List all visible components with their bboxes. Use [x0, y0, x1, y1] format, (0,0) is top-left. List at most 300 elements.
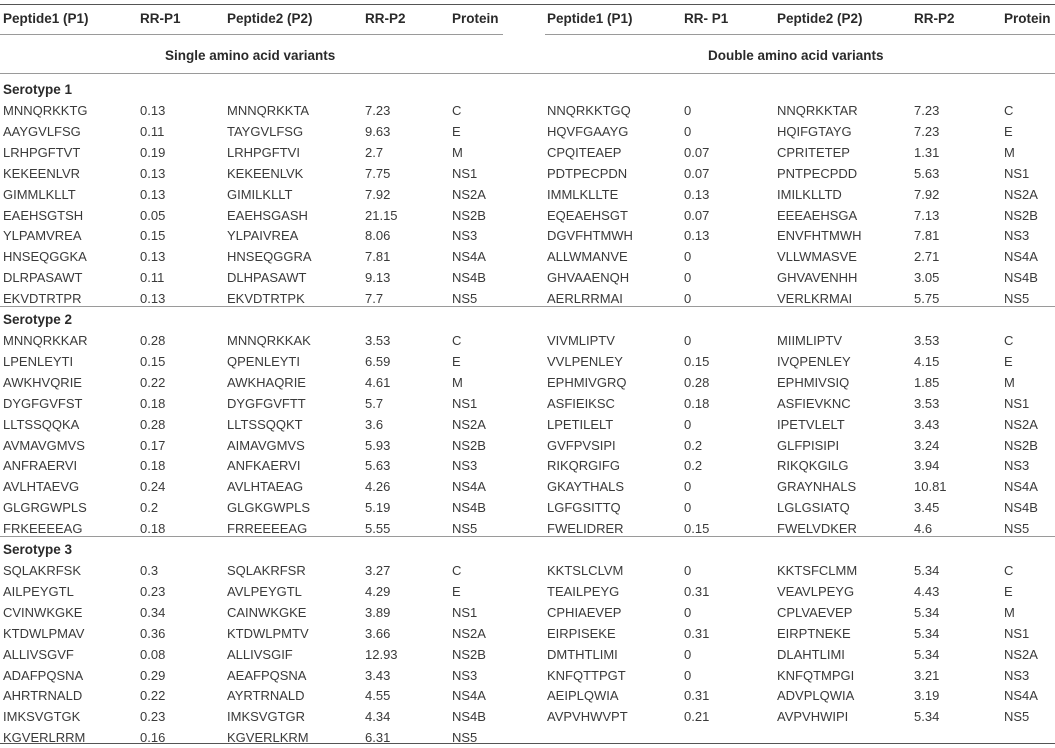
cell-right-protein: NS1 — [1004, 396, 1030, 411]
cell-right-protein: M — [1004, 375, 1015, 390]
cell-right-protein: NS5 — [1004, 291, 1030, 306]
cell-left-peptide2: KEKEENLVK — [227, 166, 304, 181]
cell-right-peptide2: KNFQTMPGI — [777, 668, 855, 683]
cell-left-peptide2: AVLPEYGTL — [227, 584, 302, 599]
cell-right-rr-p2: 3.05 — [914, 270, 940, 285]
cell-right-peptide2: EPHMIVSIQ — [777, 375, 850, 390]
cell-right-protein: NS4A — [1004, 688, 1038, 703]
cell-left-protein: NS4B — [452, 270, 486, 285]
cell-right-rr-p1: 0.31 — [684, 626, 710, 641]
cell-left-rr-p2: 4.55 — [365, 688, 391, 703]
cell-right-rr-p2: 10.81 — [914, 479, 947, 494]
cell-left-protein: NS1 — [452, 166, 478, 181]
cell-left-peptide1: YLPAMVREA — [3, 228, 82, 243]
cell-left-protein: NS4A — [452, 249, 486, 264]
cell-right-peptide1: DGVFHTMWH — [547, 228, 633, 243]
cell-left-rr-p2: 2.7 — [365, 145, 384, 160]
cell-left-rr-p2: 7.23 — [365, 103, 391, 118]
cell-right-rr-p2: 4.43 — [914, 584, 940, 599]
cell-right-protein: NS2A — [1004, 187, 1038, 202]
cell-left-protein: E — [452, 354, 461, 369]
cell-right-peptide1: EQEAEHSGT — [547, 208, 628, 223]
cell-right-rr-p1: 0.07 — [684, 208, 710, 223]
cell-left-rr-p1: 0.36 — [140, 626, 166, 641]
cell-left-rr-p2: 7.81 — [365, 249, 391, 264]
cell-right-rr-p2: 5.75 — [914, 291, 940, 306]
cell-right-protein: NS3 — [1004, 458, 1030, 473]
cell-right-rr-p2: 3.94 — [914, 458, 940, 473]
cell-left-peptide1: HNSEQGGKA — [3, 249, 87, 264]
cell-left-peptide2: AWKHAQRIE — [227, 375, 306, 390]
cell-right-protein: NS2A — [1004, 647, 1038, 662]
cell-right-rr-p1: 0 — [684, 563, 692, 578]
cell-left-peptide1: AVLHTAEVG — [3, 479, 80, 494]
cell-left-peptide1: KGVERLRRM — [3, 730, 86, 745]
cell-left-peptide2: GLGKGWPLS — [227, 500, 311, 515]
cell-right-peptide1: FWELIDRER — [547, 521, 624, 536]
cell-left-peptide1: FRKEEEEAG — [3, 521, 83, 536]
cell-right-rr-p2: 5.63 — [914, 166, 940, 181]
cell-right-rr-p2: 5.34 — [914, 605, 940, 620]
cell-right-peptide2: MIIMLIPTV — [777, 333, 843, 348]
cell-right-rr-p2: 3.19 — [914, 688, 940, 703]
cell-left-peptide2: EKVDTRTPK — [227, 291, 305, 306]
cell-right-protein: NS4A — [1004, 249, 1038, 264]
cell-left-peptide1: AILPEYGTL — [3, 584, 74, 599]
cell-left-peptide2: MNNQRKKAK — [227, 333, 311, 348]
cell-right-rr-p1: 0 — [684, 249, 692, 264]
cell-left-rr-p2: 3.27 — [365, 563, 391, 578]
cell-right-rr-p1: 0.31 — [684, 688, 710, 703]
cell-left-rr-p2: 9.13 — [365, 270, 391, 285]
cell-right-rr-p1: 0.15 — [684, 521, 710, 536]
cell-left-peptide2: HNSEQGGRA — [227, 249, 312, 264]
cell-right-rr-p1: 0 — [684, 647, 692, 662]
cell-right-protein: NS4A — [1004, 479, 1038, 494]
cell-right-peptide2: DLAHTLIMI — [777, 647, 845, 662]
cell-left-rr-p2: 4.26 — [365, 479, 391, 494]
cell-left-peptide1: GLGRGWPLS — [3, 500, 87, 515]
cell-right-peptide1: PDTPECPDN — [547, 166, 628, 181]
cell-left-rr-p1: 0.08 — [140, 647, 166, 662]
cell-right-rr-p1: 0.18 — [684, 396, 710, 411]
cell-right-peptide1: KKTSLCLVM — [547, 563, 624, 578]
cell-left-peptide2: KGVERLKRM — [227, 730, 309, 745]
cell-right-peptide2: ENVFHTMWH — [777, 228, 862, 243]
cell-right-protein: NS1 — [1004, 626, 1030, 641]
cell-left-rr-p1: 0.19 — [140, 145, 166, 160]
cell-right-peptide2: VERLKRMAI — [777, 291, 853, 306]
cell-left-rr-p1: 0.15 — [140, 228, 166, 243]
cell-left-protein: NS2A — [452, 187, 486, 202]
cell-right-peptide2: EIRPTNEKE — [777, 626, 851, 641]
cell-left-rr-p2: 4.61 — [365, 375, 391, 390]
cell-left-protein: NS2B — [452, 438, 486, 453]
cell-right-rr-p1: 0 — [684, 479, 692, 494]
cell-left-rr-p1: 0.05 — [140, 208, 166, 223]
cell-right-rr-p1: 0 — [684, 417, 692, 432]
cell-left-peptide1: LLTSSQQKA — [3, 417, 80, 432]
cell-right-rr-p1: 0.07 — [684, 145, 710, 160]
cell-right-peptide1: AVPVHWVPT — [547, 709, 628, 724]
cell-left-rr-p1: 0.28 — [140, 333, 166, 348]
cell-left-peptide1: AVMAVGMVS — [3, 438, 85, 453]
cell-right-peptide1: VVLPENLEY — [547, 354, 623, 369]
header-right-peptide1: Peptide1 (P1) — [547, 11, 633, 26]
cell-left-rr-p2: 4.29 — [365, 584, 391, 599]
cell-left-rr-p1: 0.13 — [140, 166, 166, 181]
cell-left-rr-p1: 0.18 — [140, 458, 166, 473]
cell-left-peptide2: AYRTRNALD — [227, 688, 305, 703]
cell-left-rr-p1: 0.18 — [140, 396, 166, 411]
cell-right-rr-p2: 5.34 — [914, 563, 940, 578]
cell-right-peptide1: KNFQTTPGT — [547, 668, 626, 683]
cell-right-rr-p1: 0 — [684, 500, 692, 515]
cell-left-protein: E — [452, 584, 461, 599]
cell-left-peptide1: SQLAKRFSK — [3, 563, 82, 578]
cell-right-rr-p2: 3.21 — [914, 668, 940, 683]
cell-right-rr-p2: 7.92 — [914, 187, 940, 202]
cell-right-peptide1: NNQRKKTGQ — [547, 103, 631, 118]
cell-left-rr-p2: 21.15 — [365, 208, 398, 223]
cell-right-peptide2: HQIFGTAYG — [777, 124, 852, 139]
cell-left-peptide2: ANFKAERVI — [227, 458, 301, 473]
cell-right-protein: NS5 — [1004, 709, 1030, 724]
section-title: Serotype 1 — [3, 82, 73, 97]
cell-right-rr-p1: 0 — [684, 103, 692, 118]
cell-left-peptide1: AAYGVLFSG — [3, 124, 81, 139]
cell-left-peptide2: KTDWLPMTV — [227, 626, 309, 641]
cell-right-peptide1: DMTHTLIMI — [547, 647, 618, 662]
cell-right-rr-p2: 3.53 — [914, 396, 940, 411]
cell-right-peptide1: IMMLKLLTE — [547, 187, 619, 202]
cell-right-peptide2: IVQPENLEY — [777, 354, 851, 369]
cell-left-rr-p2: 6.59 — [365, 354, 391, 369]
cell-right-rr-p1: 0.31 — [684, 584, 710, 599]
cell-left-rr-p1: 0.11 — [140, 270, 165, 285]
cell-right-rr-p2: 5.34 — [914, 709, 940, 724]
cell-right-peptide2: CPRITETEP — [777, 145, 850, 160]
cell-left-peptide1: AHRTRNALD — [3, 688, 83, 703]
cell-right-peptide1: VIVMLIPTV — [547, 333, 615, 348]
cell-right-peptide2: LGLGSIATQ — [777, 500, 850, 515]
cell-left-protein: NS5 — [452, 521, 478, 536]
cell-left-peptide2: YLPAIVREA — [227, 228, 299, 243]
cell-left-peptide2: DLHPASAWT — [227, 270, 307, 285]
cell-right-peptide1: GKAYTHALS — [547, 479, 625, 494]
cell-right-peptide2: ADVPLQWIA — [777, 688, 855, 703]
cell-right-rr-p1: 0.13 — [684, 187, 710, 202]
cell-left-peptide2: LRHPGFTVI — [227, 145, 300, 160]
cell-right-protein: E — [1004, 584, 1013, 599]
cell-right-peptide1: LGFGSITTQ — [547, 500, 621, 515]
cell-right-rr-p1: 0 — [684, 668, 692, 683]
cell-left-peptide2: AVLHTAEAG — [227, 479, 304, 494]
cell-left-rr-p1: 0.22 — [140, 688, 166, 703]
cell-right-peptide1: ASFIEIKSC — [547, 396, 615, 411]
cell-right-rr-p1: 0 — [684, 270, 692, 285]
cell-right-rr-p2: 3.53 — [914, 333, 940, 348]
cell-left-rr-p2: 5.93 — [365, 438, 391, 453]
cell-left-protein: NS4A — [452, 479, 486, 494]
cell-left-peptide1: DYGFGVFST — [3, 396, 83, 411]
cell-left-peptide1: KEKEENLVR — [3, 166, 81, 181]
cell-right-peptide2: ASFIEVKNC — [777, 396, 851, 411]
cell-left-peptide2: AEAFPQSNA — [227, 668, 307, 683]
cell-left-peptide2: FRREEEEAG — [227, 521, 308, 536]
cell-right-peptide2: GRAYNHALS — [777, 479, 857, 494]
cell-left-rr-p2: 5.7 — [365, 396, 384, 411]
cell-left-protein: NS1 — [452, 605, 478, 620]
cell-right-rr-p2: 3.43 — [914, 417, 940, 432]
cell-left-rr-p1: 0.28 — [140, 417, 166, 432]
cell-left-rr-p1: 0.13 — [140, 103, 166, 118]
header-right-rr-p1: RR- P1 — [684, 11, 729, 26]
cell-right-peptide1: CPHIAEVEP — [547, 605, 622, 620]
cell-right-peptide2: FWELVDKER — [777, 521, 857, 536]
cell-left-peptide1: ALLIVSGVF — [3, 647, 74, 662]
cell-left-peptide2: SQLAKRFSR — [227, 563, 306, 578]
cell-left-peptide1: ADAFPQSNA — [3, 668, 84, 683]
cell-right-protein: C — [1004, 563, 1014, 578]
cell-left-protein: M — [452, 375, 463, 390]
cell-left-rr-p2: 4.34 — [365, 709, 391, 724]
cell-left-rr-p1: 0.13 — [140, 291, 166, 306]
cell-left-protein: E — [452, 124, 461, 139]
cell-right-protein: NS1 — [1004, 166, 1030, 181]
group-title-double: Double amino acid variants — [708, 48, 884, 63]
cell-right-peptide1: RIKQRGIFG — [547, 458, 620, 473]
cell-right-rr-p2: 7.23 — [914, 124, 940, 139]
cell-left-peptide1: ANFRAERVI — [3, 458, 78, 473]
header-right-rr-p2: RR-P2 — [914, 11, 955, 26]
cell-right-peptide2: PNTPECPDD — [777, 166, 858, 181]
cell-right-peptide2: GHVAVENHH — [777, 270, 858, 285]
cell-right-peptide2: GLFPISIPI — [777, 438, 840, 453]
cell-right-peptide1: TEAILPEYG — [547, 584, 620, 599]
cell-right-protein: M — [1004, 605, 1015, 620]
cell-right-peptide2: RIKQKGILG — [777, 458, 849, 473]
cell-left-peptide1: EKVDTRTPR — [3, 291, 82, 306]
cell-right-protein: NS4B — [1004, 500, 1038, 515]
cell-left-rr-p1: 0.13 — [140, 249, 166, 264]
cell-left-peptide1: MNNQRKKAR — [3, 333, 88, 348]
cell-left-rr-p2: 12.93 — [365, 647, 398, 662]
cell-left-protein: NS3 — [452, 228, 478, 243]
cell-right-peptide2: KKTSFCLMM — [777, 563, 858, 578]
cell-left-rr-p1: 0.16 — [140, 730, 166, 745]
cell-left-peptide2: QPENLEYTI — [227, 354, 300, 369]
cell-left-rr-p1: 0.24 — [140, 479, 166, 494]
header-right-peptide2: Peptide2 (P2) — [777, 11, 863, 26]
cell-left-protein: NS4B — [452, 709, 486, 724]
cell-left-rr-p1: 0.17 — [140, 438, 166, 453]
cell-right-protein: NS2A — [1004, 417, 1038, 432]
cell-left-rr-p2: 3.6 — [365, 417, 384, 432]
cell-right-peptide1: HQVFGAAYG — [547, 124, 629, 139]
cell-right-rr-p1: 0.2 — [684, 438, 703, 453]
cell-right-rr-p1: 0.15 — [684, 354, 710, 369]
cell-left-rr-p1: 0.2 — [140, 500, 159, 515]
cell-right-rr-p2: 7.81 — [914, 228, 940, 243]
cell-left-peptide2: AIMAVGMVS — [227, 438, 305, 453]
cell-right-peptide2: AVPVHWIPI — [777, 709, 849, 724]
cell-left-peptide1: EAEHSGTSH — [3, 208, 84, 223]
cell-right-peptide1: AEIPLQWIA — [547, 688, 619, 703]
cell-left-rr-p1: 0.22 — [140, 375, 166, 390]
cell-right-protein: E — [1004, 354, 1013, 369]
cell-right-rr-p1: 0.28 — [684, 375, 710, 390]
cell-left-rr-p1: 0.34 — [140, 605, 166, 620]
cell-left-protein: NS3 — [452, 458, 478, 473]
section-title: Serotype 3 — [3, 542, 73, 557]
cell-right-rr-p1: 0.07 — [684, 166, 710, 181]
cell-left-rr-p1: 0.13 — [140, 187, 166, 202]
cell-left-peptide2: CAINWKGKE — [227, 605, 307, 620]
cell-right-peptide2: IMILKLLTD — [777, 187, 842, 202]
cell-right-protein: C — [1004, 103, 1014, 118]
cell-left-protein: NS2A — [452, 417, 486, 432]
cell-right-protein: NS4B — [1004, 270, 1038, 285]
cell-right-protein: M — [1004, 145, 1015, 160]
cell-right-peptide2: VLLWMASVE — [777, 249, 857, 264]
section-title: Serotype 2 — [3, 312, 73, 327]
cell-left-protein: NS5 — [452, 291, 478, 306]
cell-left-rr-p2: 7.92 — [365, 187, 391, 202]
cell-right-peptide1: AERLRRMAI — [547, 291, 623, 306]
group-title-single: Single amino acid variants — [165, 48, 336, 63]
cell-left-protein: M — [452, 145, 463, 160]
cell-left-protein: NS4B — [452, 500, 486, 515]
header-left-peptide2: Peptide2 (P2) — [227, 11, 313, 26]
cell-left-peptide1: CVINWKGKE — [3, 605, 83, 620]
cell-left-protein: NS2A — [452, 626, 486, 641]
cell-left-rr-p2: 9.63 — [365, 124, 391, 139]
cell-right-peptide1: GVFPVSIPI — [547, 438, 616, 453]
cell-left-peptide1: IMKSVGTGK — [3, 709, 81, 724]
cell-left-rr-p1: 0.3 — [140, 563, 159, 578]
header-right-protein: Protein — [1004, 11, 1051, 26]
cell-left-rr-p2: 3.43 — [365, 668, 391, 683]
cell-left-rr-p2: 3.53 — [365, 333, 391, 348]
cell-left-peptide2: TAYGVLFSG — [227, 124, 304, 139]
cell-right-rr-p2: 7.23 — [914, 103, 940, 118]
cell-left-rr-p2: 3.89 — [365, 605, 391, 620]
cell-right-rr-p1: 0 — [684, 291, 692, 306]
cell-left-rr-p2: 5.19 — [365, 500, 391, 515]
cell-left-protein: NS5 — [452, 730, 478, 745]
cell-left-rr-p1: 0.23 — [140, 584, 166, 599]
cell-left-peptide1: MNNQRKKTG — [3, 103, 88, 118]
cell-right-rr-p2: 7.13 — [914, 208, 940, 223]
cell-left-peptide2: EAEHSGASH — [227, 208, 308, 223]
cell-right-protein: NS3 — [1004, 228, 1030, 243]
cell-left-protein: C — [452, 333, 462, 348]
cell-right-peptide1: LPETILELT — [547, 417, 614, 432]
cell-right-protein: E — [1004, 124, 1013, 139]
cell-right-rr-p2: 2.71 — [914, 249, 940, 264]
cell-right-peptide2: VEAVLPEYG — [777, 584, 855, 599]
cell-right-peptide2: NNQRKKTAR — [777, 103, 858, 118]
cell-left-protein: C — [452, 563, 462, 578]
cell-left-rr-p2: 5.55 — [365, 521, 391, 536]
cell-left-peptide1: LRHPGFTVT — [3, 145, 81, 160]
header-left-peptide1: Peptide1 (P1) — [3, 11, 89, 26]
cell-right-rr-p2: 4.6 — [914, 521, 933, 536]
header-left-rr-p2: RR-P2 — [365, 11, 406, 26]
cell-left-rr-p2: 6.31 — [365, 730, 391, 745]
cell-right-rr-p2: 3.45 — [914, 500, 940, 515]
cell-left-protein: C — [452, 103, 462, 118]
cell-left-peptide2: ALLIVSGIF — [227, 647, 293, 662]
cell-left-peptide1: GIMMLKLLT — [3, 187, 76, 202]
cell-right-rr-p1: 0.13 — [684, 228, 710, 243]
cell-right-rr-p1: 0 — [684, 605, 692, 620]
cell-right-peptide2: EEEAEHSGA — [777, 208, 858, 223]
cell-right-rr-p2: 5.34 — [914, 626, 940, 641]
cell-left-protein: NS4A — [452, 688, 486, 703]
cell-left-rr-p2: 8.06 — [365, 228, 391, 243]
cell-right-rr-p2: 1.85 — [914, 375, 940, 390]
cell-left-rr-p2: 7.75 — [365, 166, 391, 181]
cell-right-rr-p2: 4.15 — [914, 354, 940, 369]
cell-right-peptide2: IPETVLELT — [777, 417, 845, 432]
cell-right-rr-p1: 0 — [684, 333, 692, 348]
cell-right-peptide2: CPLVAEVEP — [777, 605, 853, 620]
cell-right-rr-p1: 0.21 — [684, 709, 710, 724]
cell-right-peptide1: GHVAAENQH — [547, 270, 630, 285]
cell-left-rr-p2: 3.66 — [365, 626, 391, 641]
cell-right-rr-p1: 0 — [684, 124, 692, 139]
cell-right-rr-p2: 3.24 — [914, 438, 940, 453]
cell-right-protein: NS3 — [1004, 668, 1030, 683]
cell-left-protein: NS1 — [452, 396, 478, 411]
cell-left-peptide2: MNNQRKKTA — [227, 103, 310, 118]
cell-left-rr-p2: 5.63 — [365, 458, 391, 473]
cell-right-peptide1: EIRPISEKE — [547, 626, 616, 641]
cell-right-protein: NS5 — [1004, 521, 1030, 536]
cell-left-rr-p1: 0.29 — [140, 668, 166, 683]
cell-left-protein: NS3 — [452, 668, 478, 683]
cell-right-rr-p1: 0.2 — [684, 458, 703, 473]
cell-right-protein: NS2B — [1004, 208, 1038, 223]
cell-left-rr-p2: 7.7 — [365, 291, 384, 306]
cell-left-protein: NS2B — [452, 208, 486, 223]
cell-left-peptide2: IMKSVGTGR — [227, 709, 306, 724]
cell-right-peptide1: EPHMIVGRQ — [547, 375, 627, 390]
cell-right-peptide1: ALLWMANVE — [547, 249, 628, 264]
cell-right-rr-p2: 1.31 — [914, 145, 940, 160]
cell-right-protein: NS2B — [1004, 438, 1038, 453]
cell-left-peptide1: LPENLEYTI — [3, 354, 74, 369]
cell-left-peptide2: LLTSSQQKT — [227, 417, 303, 432]
cell-right-rr-p2: 5.34 — [914, 647, 940, 662]
cell-left-peptide1: AWKHVQRIE — [3, 375, 82, 390]
cell-left-rr-p1: 0.18 — [140, 521, 166, 536]
cell-left-peptide2: GIMILKLLT — [227, 187, 293, 202]
cell-left-rr-p1: 0.23 — [140, 709, 166, 724]
cell-right-peptide1: CPQITEAEP — [547, 145, 622, 160]
cell-right-protein: C — [1004, 333, 1014, 348]
header-left-rr-p1: RR-P1 — [140, 11, 181, 26]
header-left-protein: Protein — [452, 11, 499, 26]
cell-left-protein: NS2B — [452, 647, 486, 662]
cell-left-peptide1: KTDWLPMAV — [3, 626, 85, 641]
cell-left-peptide1: DLRPASAWT — [3, 270, 83, 285]
cell-left-rr-p1: 0.15 — [140, 354, 166, 369]
cell-left-rr-p1: 0.11 — [140, 124, 165, 139]
cell-left-peptide2: DYGFGVFTT — [227, 396, 306, 411]
